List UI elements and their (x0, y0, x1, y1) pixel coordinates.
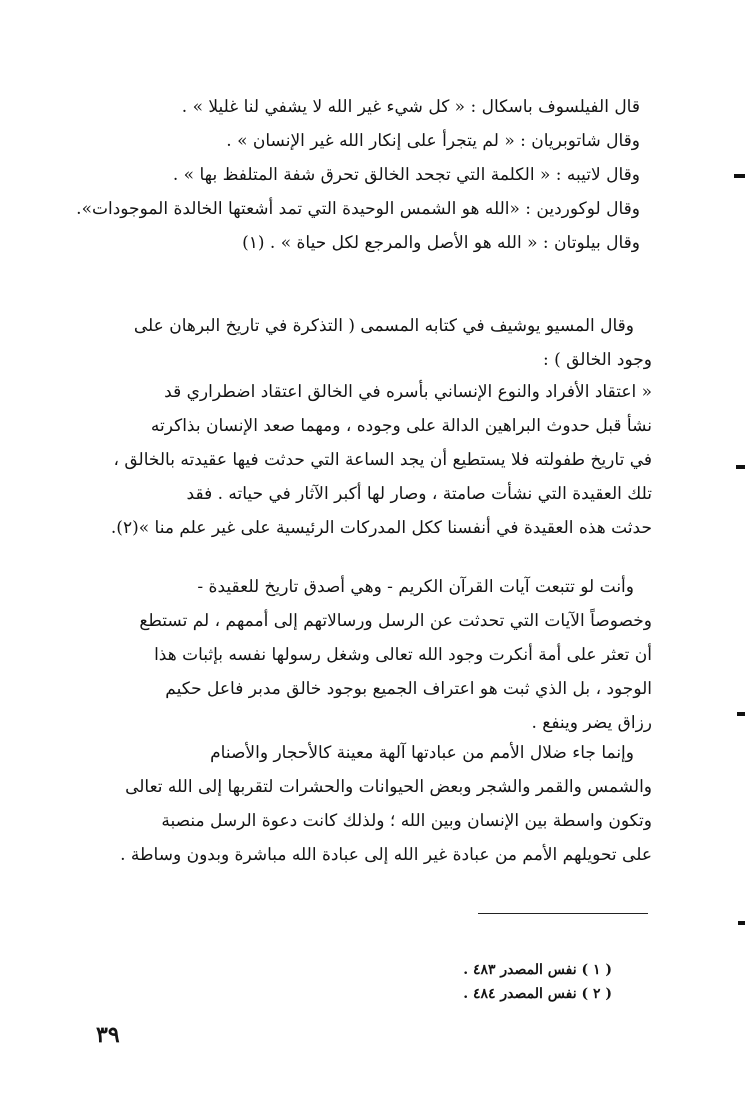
paragraph-line: والشمس والقمر والشجر وبعض الحيوانات والحشرات لتقربها إلى الله تعالى (125, 777, 652, 797)
margin-mark (737, 712, 745, 716)
page-number: ٣٩ (96, 1022, 120, 1048)
margin-mark (738, 921, 745, 925)
paragraph-line: وقال المسيو يوشيف في كتابه المسمى ( التذكرة في تاريخ البرهان على (133, 316, 634, 336)
paragraph-line: وتكون واسطة بين الإنسان وبين الله ؛ ولذلك كانت دعوة الرسل منصبة (161, 811, 652, 831)
margin-mark (736, 465, 745, 469)
quote-line: وقال شاتوبريان : « لم يتجرأ على إنكار الله غير الإنسان » . (226, 131, 640, 151)
margin-mark (734, 174, 745, 178)
paragraph-line: رزاق يضر وينفع . (531, 713, 652, 733)
paragraph-quran (118, 570, 652, 740)
quotes-block (76, 90, 652, 260)
paragraph-line: وأنت لو تتبعت آيات القرآن الكريم - وهي أصدق تاريخ للعقيدة - (197, 577, 634, 597)
paragraph-book-intro (118, 309, 652, 377)
quote-line: وقال بيلوتان : « الله هو الأصل والمرجع لكل حياة » . (١) (242, 233, 640, 253)
paragraph-line: وإنما جاء ضلال الأمم من عبادتها آلهة معينة كالأحجار والأصنام (210, 743, 634, 763)
footnote-1: ( ١ ) نفس المصدر ٤٨٣ . (463, 962, 612, 978)
paragraph-line: في تاريخ طفولته فلا يستطيع أن يجد الساعة التي حدثت فيها عقيدته بالخالق ، (113, 450, 652, 470)
paragraph-line: حدثت هذه العقيدة في أنفسنا ككل المدركات الرئيسية على غير علم منا »(٢). (110, 518, 652, 538)
paragraph-line: أن تعثر على أمة أنكرت وجود الله تعالى وشغل رسولها نفسه بإثبات هذا (154, 645, 652, 665)
paragraph-line: وجود الخالق ) : (542, 350, 652, 370)
quote-line: وقال لاتيبه : « الكلمة التي تجحد الخالق تحرق شفة المتلفظ بها » . (172, 165, 640, 185)
paragraph-line: « اعتقاد الأفراد والنوع الإنساني بأسره في الخالق اعتقاد اضطراري قد (164, 382, 652, 402)
paragraph-line: وخصوصاً الآيات التي تحدثت عن الرسل ورسالاتهم إلى أممهم ، لم تستطع (139, 611, 652, 631)
paragraph-quotation (110, 375, 652, 545)
paragraph-line: الوجود ، بل الذي ثبت هو اعتراف الجميع بوجود خالق مدبر فاعل حكيم (165, 679, 652, 699)
footnote-divider (478, 913, 648, 914)
quote-line: قال الفيلسوف باسكال : « كل شيء غير الله لا يشفي لنا غليلا » . (181, 97, 640, 117)
paragraph-line: على تحويلهم الأمم من عبادة غير الله إلى عبادة الله مباشرة وبدون وساطة . (120, 845, 652, 865)
footnotes (300, 958, 612, 1006)
paragraph-line: تلك العقيدة التي نشأت صامتة ، وصار لها أكبر الآثار في حياته . فقد (186, 484, 652, 504)
paragraph-line: نشأ قبل حدوث البراهين الدالة على وجوده ، ومهما صعد الإنسان بذاكرته (150, 416, 652, 436)
paragraph-idolatry (118, 736, 652, 872)
footnote-2: ( ٢ ) نفس المصدر ٤٨٤ . (463, 986, 612, 1002)
quote-line: وقال لوكوردين : «الله هو الشمس الوحيدة التي تمد أشعتها الخالدة الموجودات». (76, 199, 640, 219)
